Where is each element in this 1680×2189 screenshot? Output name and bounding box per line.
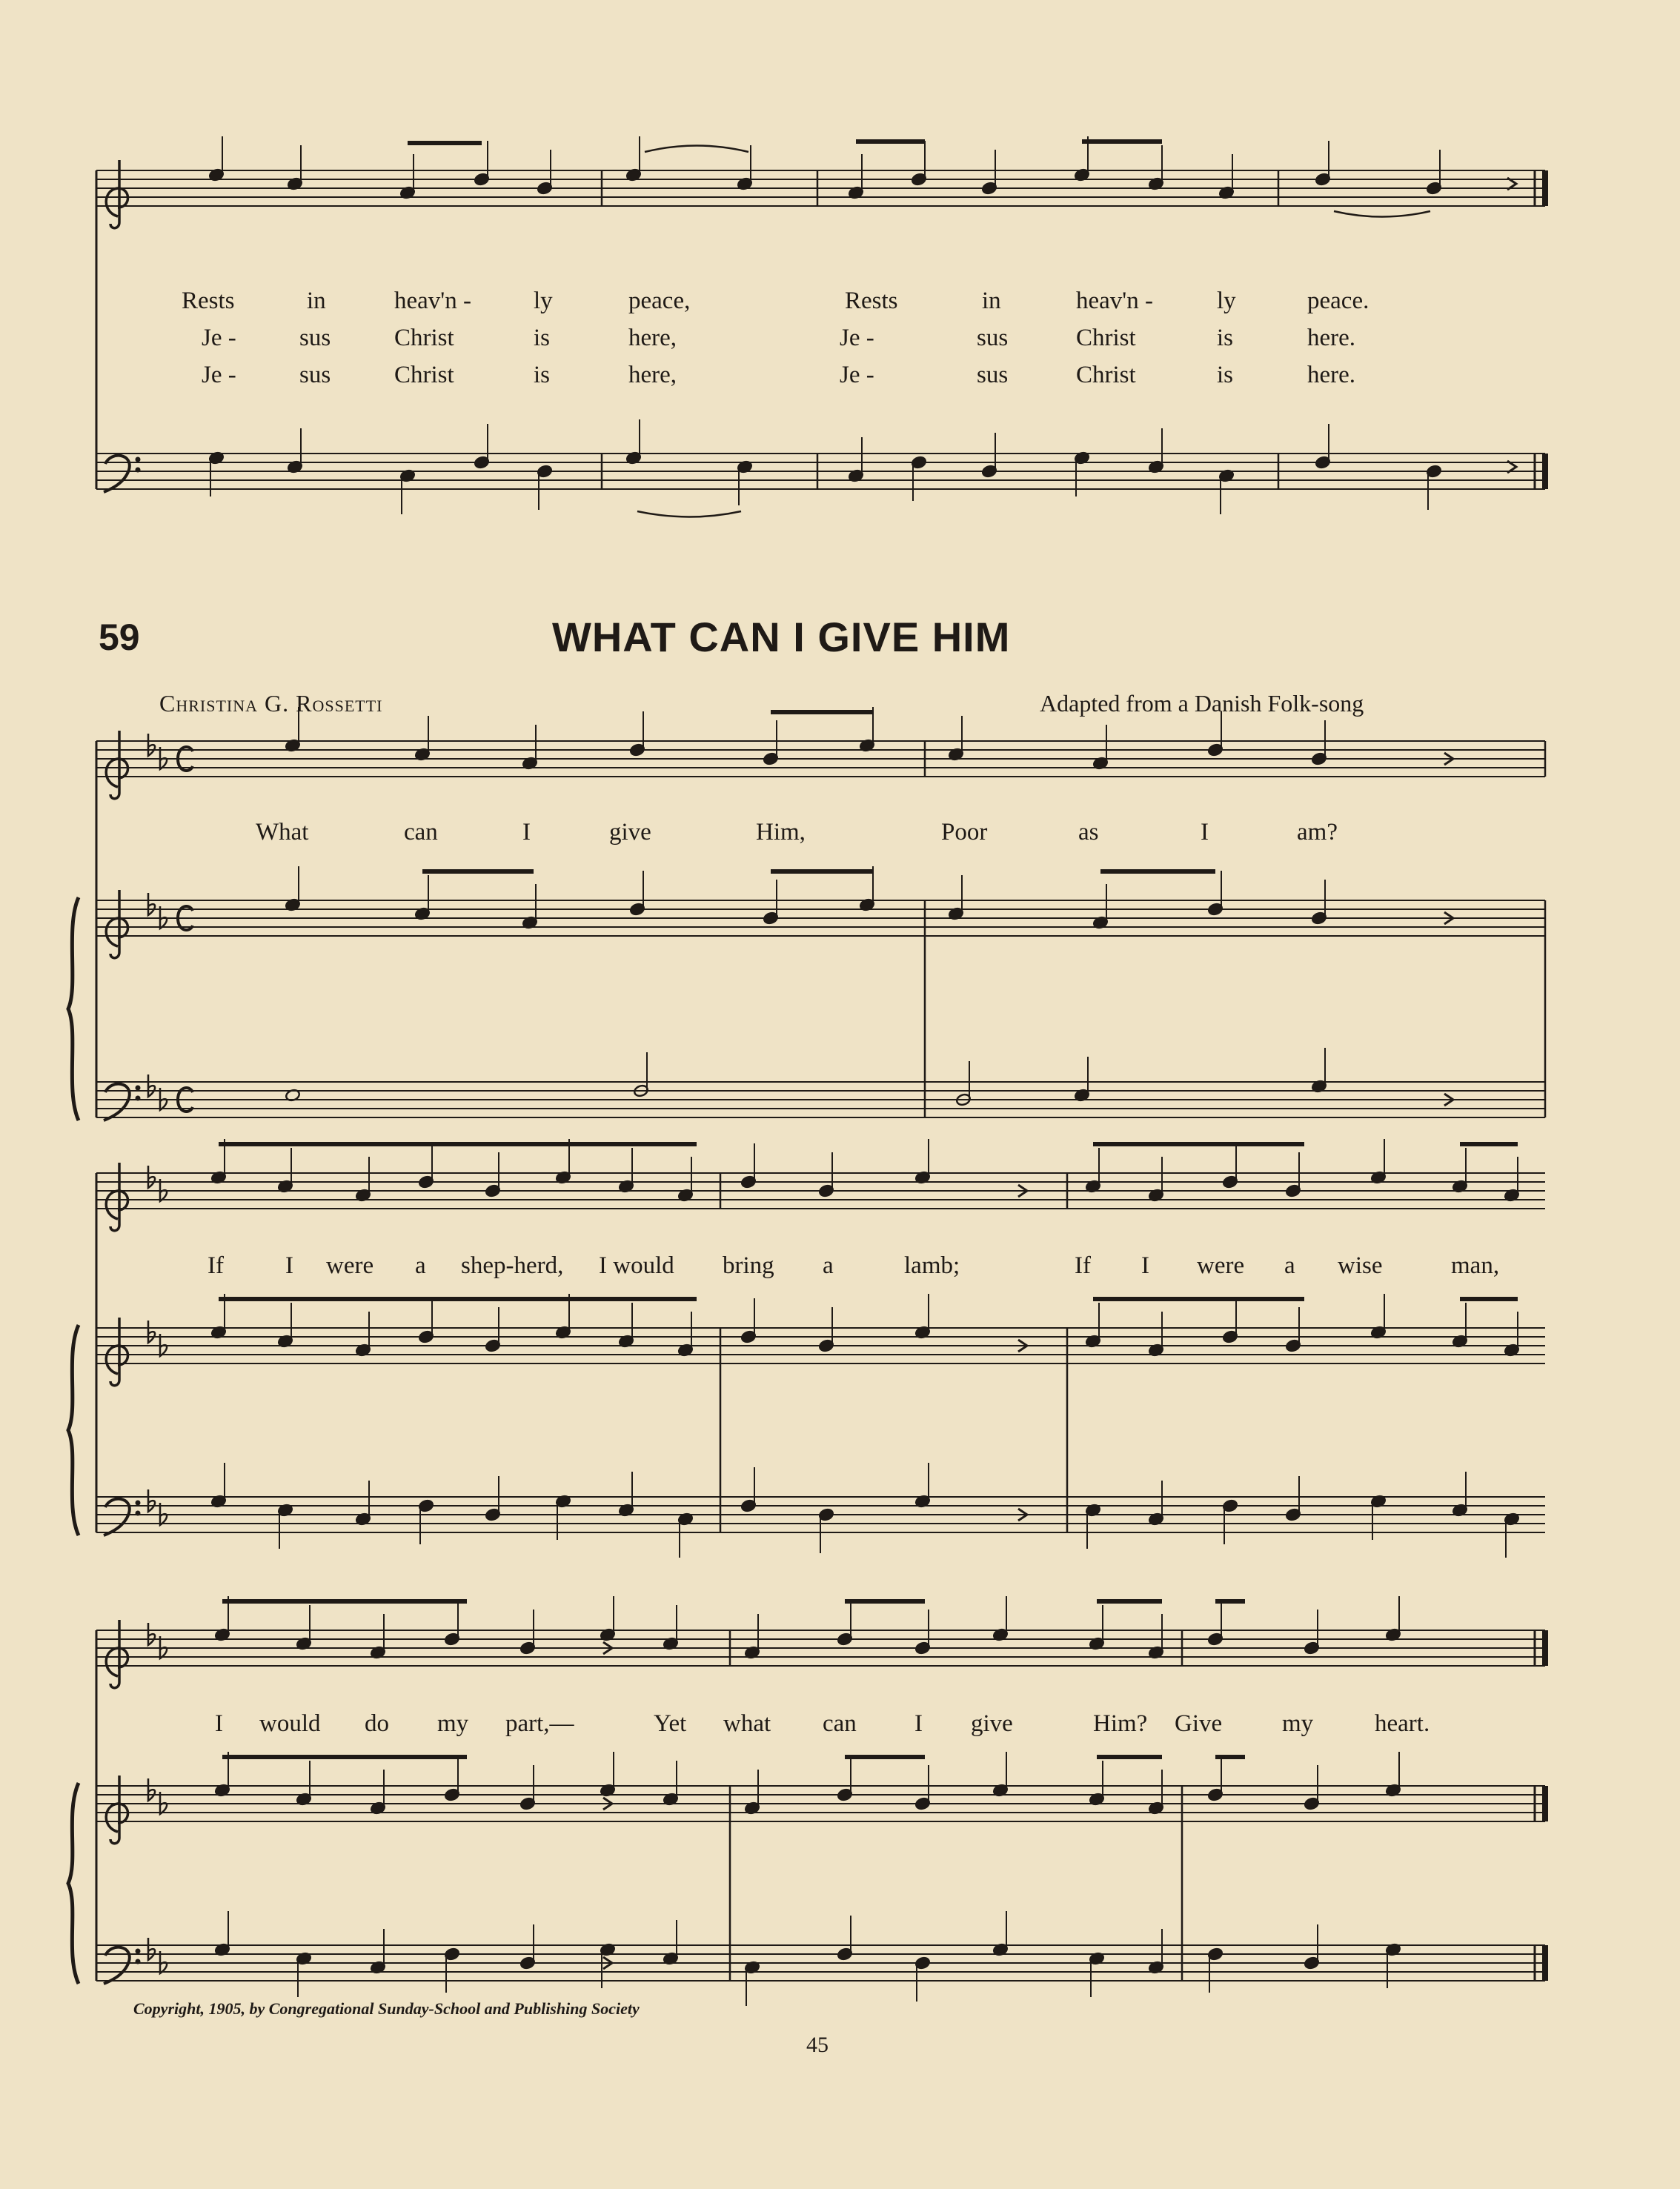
bass-clef-dot bbox=[136, 1086, 141, 1091]
beam bbox=[1100, 869, 1215, 874]
lyric-word: I bbox=[914, 1710, 923, 1737]
lyric-word: Je - bbox=[840, 325, 874, 351]
lyric-word: I bbox=[215, 1710, 223, 1737]
lyric-word: Poor bbox=[941, 819, 988, 846]
bass-clef-dot bbox=[136, 1501, 141, 1506]
lyric-word: am? bbox=[1297, 819, 1338, 846]
lyric-word: give bbox=[971, 1710, 1013, 1737]
beam bbox=[845, 1599, 925, 1604]
lyric-word: my bbox=[437, 1710, 469, 1737]
hymn-title: WHAT CAN I GIVE HIM bbox=[552, 614, 1011, 660]
lyric-word: in bbox=[982, 288, 1001, 314]
lyric-word: I bbox=[1141, 1252, 1149, 1279]
beam bbox=[1093, 1142, 1304, 1146]
lyric-word: Je - bbox=[202, 362, 236, 388]
lyric-word: ly bbox=[534, 288, 553, 314]
lyric-word: a bbox=[1284, 1252, 1295, 1279]
lyric-word: would bbox=[259, 1710, 321, 1737]
lyric-word: Christ bbox=[1076, 325, 1136, 351]
flat-sign bbox=[148, 1166, 155, 1188]
lyric-word: as bbox=[1078, 819, 1099, 846]
bass-clef-dot bbox=[136, 1096, 141, 1101]
beam bbox=[219, 1297, 697, 1301]
beam bbox=[1097, 1755, 1162, 1759]
lyric-word: ly bbox=[1217, 288, 1236, 314]
beam bbox=[1460, 1142, 1518, 1146]
lyric-word: sus bbox=[977, 362, 1009, 388]
author-credit: Christina G. Rossetti bbox=[159, 690, 383, 717]
lyric-word: Je - bbox=[202, 325, 236, 351]
beam bbox=[222, 1599, 467, 1604]
lyric-word: peace, bbox=[628, 288, 691, 314]
bass-clef-dot bbox=[136, 468, 141, 473]
beam bbox=[1460, 1297, 1518, 1301]
lyric-word: can bbox=[404, 819, 438, 846]
tie bbox=[637, 511, 741, 517]
lyric-word: here. bbox=[1307, 325, 1356, 351]
flat-sign bbox=[148, 1778, 155, 1801]
lyric-word: heav'n - bbox=[394, 288, 471, 314]
brace bbox=[68, 1783, 79, 1984]
beam bbox=[222, 1755, 467, 1759]
beam bbox=[1097, 1599, 1162, 1604]
lyric-word: my bbox=[1282, 1710, 1314, 1737]
lyric-word: Christ bbox=[394, 325, 454, 351]
bass-clef-dot bbox=[136, 1959, 141, 1964]
lyric-word: Him, bbox=[756, 819, 806, 846]
bass-clef bbox=[104, 456, 130, 492]
lyric-word: heav'n - bbox=[1076, 288, 1153, 314]
lyric-word: sus bbox=[299, 325, 331, 351]
bass-clef-dot bbox=[136, 1949, 141, 1954]
beam bbox=[1082, 139, 1162, 144]
lyric-word: heart. bbox=[1375, 1710, 1430, 1737]
flat-sign bbox=[148, 1321, 155, 1343]
lyric-word: give bbox=[609, 819, 651, 846]
page-number: 45 bbox=[806, 2033, 829, 2057]
lyric-word: man, bbox=[1451, 1252, 1500, 1279]
lyric-word: Give bbox=[1175, 1710, 1223, 1737]
bass-clef-dot bbox=[136, 457, 141, 462]
lyric-word: I bbox=[285, 1252, 293, 1279]
source-credit: Adapted from a Danish Folk-song bbox=[1040, 690, 1364, 717]
beam bbox=[1215, 1599, 1245, 1604]
lyric-word: What bbox=[256, 819, 309, 846]
lyric-word: shep-herd, bbox=[461, 1252, 564, 1279]
lyric-word: is bbox=[534, 325, 551, 351]
lyric-word: bring bbox=[723, 1252, 774, 1279]
lyric-word: were bbox=[326, 1252, 374, 1279]
flat-sign bbox=[148, 1074, 155, 1097]
lyric-word: in bbox=[307, 288, 326, 314]
lyric-word: lamb; bbox=[904, 1252, 960, 1279]
lyric-word: Christ bbox=[394, 362, 454, 388]
beam bbox=[1215, 1755, 1245, 1759]
lyric-word: here, bbox=[628, 362, 677, 388]
tie bbox=[645, 146, 748, 153]
brace bbox=[68, 897, 79, 1120]
hymn-number: 59 bbox=[99, 617, 140, 658]
beam bbox=[771, 869, 873, 874]
beam bbox=[845, 1755, 925, 1759]
bass-clef bbox=[104, 1084, 130, 1120]
beam bbox=[771, 710, 873, 714]
flat-sign bbox=[148, 893, 155, 915]
brace bbox=[68, 1325, 79, 1535]
bass-clef-dot bbox=[136, 1511, 141, 1516]
flat-sign bbox=[148, 1938, 155, 1960]
lyric-word: sus bbox=[299, 362, 331, 388]
lyric-word: what bbox=[723, 1710, 771, 1737]
lyric-word: If bbox=[1075, 1252, 1091, 1279]
tie bbox=[1334, 211, 1430, 217]
lyric-word: Je - bbox=[840, 362, 874, 388]
lyric-word: If bbox=[207, 1252, 224, 1279]
lyric-word: is bbox=[1217, 362, 1234, 388]
lyric-word: here. bbox=[1307, 362, 1356, 388]
flat-sign bbox=[148, 1489, 155, 1512]
lyric-word: I bbox=[1201, 819, 1209, 846]
lyric-word: I bbox=[522, 819, 531, 846]
beam bbox=[1093, 1297, 1304, 1301]
lyric-word: were bbox=[1197, 1252, 1245, 1279]
lyric-word: wise bbox=[1338, 1252, 1383, 1279]
flat-sign bbox=[148, 734, 155, 756]
copyright-notice: Copyright, 1905, by Congregational Sunday-School and Publishing Society bbox=[133, 1999, 640, 2018]
lyric-word: peace. bbox=[1307, 288, 1369, 314]
lyric-word: is bbox=[1217, 325, 1234, 351]
lyric-word: sus bbox=[977, 325, 1009, 351]
lyric-word: do bbox=[365, 1710, 389, 1737]
beam bbox=[219, 1142, 697, 1146]
lyric-word: I would bbox=[599, 1252, 674, 1279]
beam bbox=[856, 139, 925, 144]
lyric-word: Yet bbox=[654, 1710, 687, 1737]
beam bbox=[408, 141, 482, 145]
lyric-word: Rests bbox=[182, 288, 235, 314]
lyric-word: can bbox=[823, 1710, 857, 1737]
lyric-word: part,— bbox=[505, 1710, 574, 1737]
lyric-word: Him? bbox=[1093, 1710, 1148, 1737]
lyric-word: Rests bbox=[845, 288, 898, 314]
flat-sign bbox=[148, 1623, 155, 1645]
lyric-word: a bbox=[415, 1252, 426, 1279]
beam bbox=[422, 869, 534, 874]
lyric-word: Christ bbox=[1076, 362, 1136, 388]
bass-clef bbox=[104, 1499, 130, 1535]
lyric-word: here, bbox=[628, 325, 677, 351]
bass-clef bbox=[104, 1947, 130, 1984]
lyric-word: a bbox=[823, 1252, 834, 1279]
lyric-word: is bbox=[534, 362, 551, 388]
